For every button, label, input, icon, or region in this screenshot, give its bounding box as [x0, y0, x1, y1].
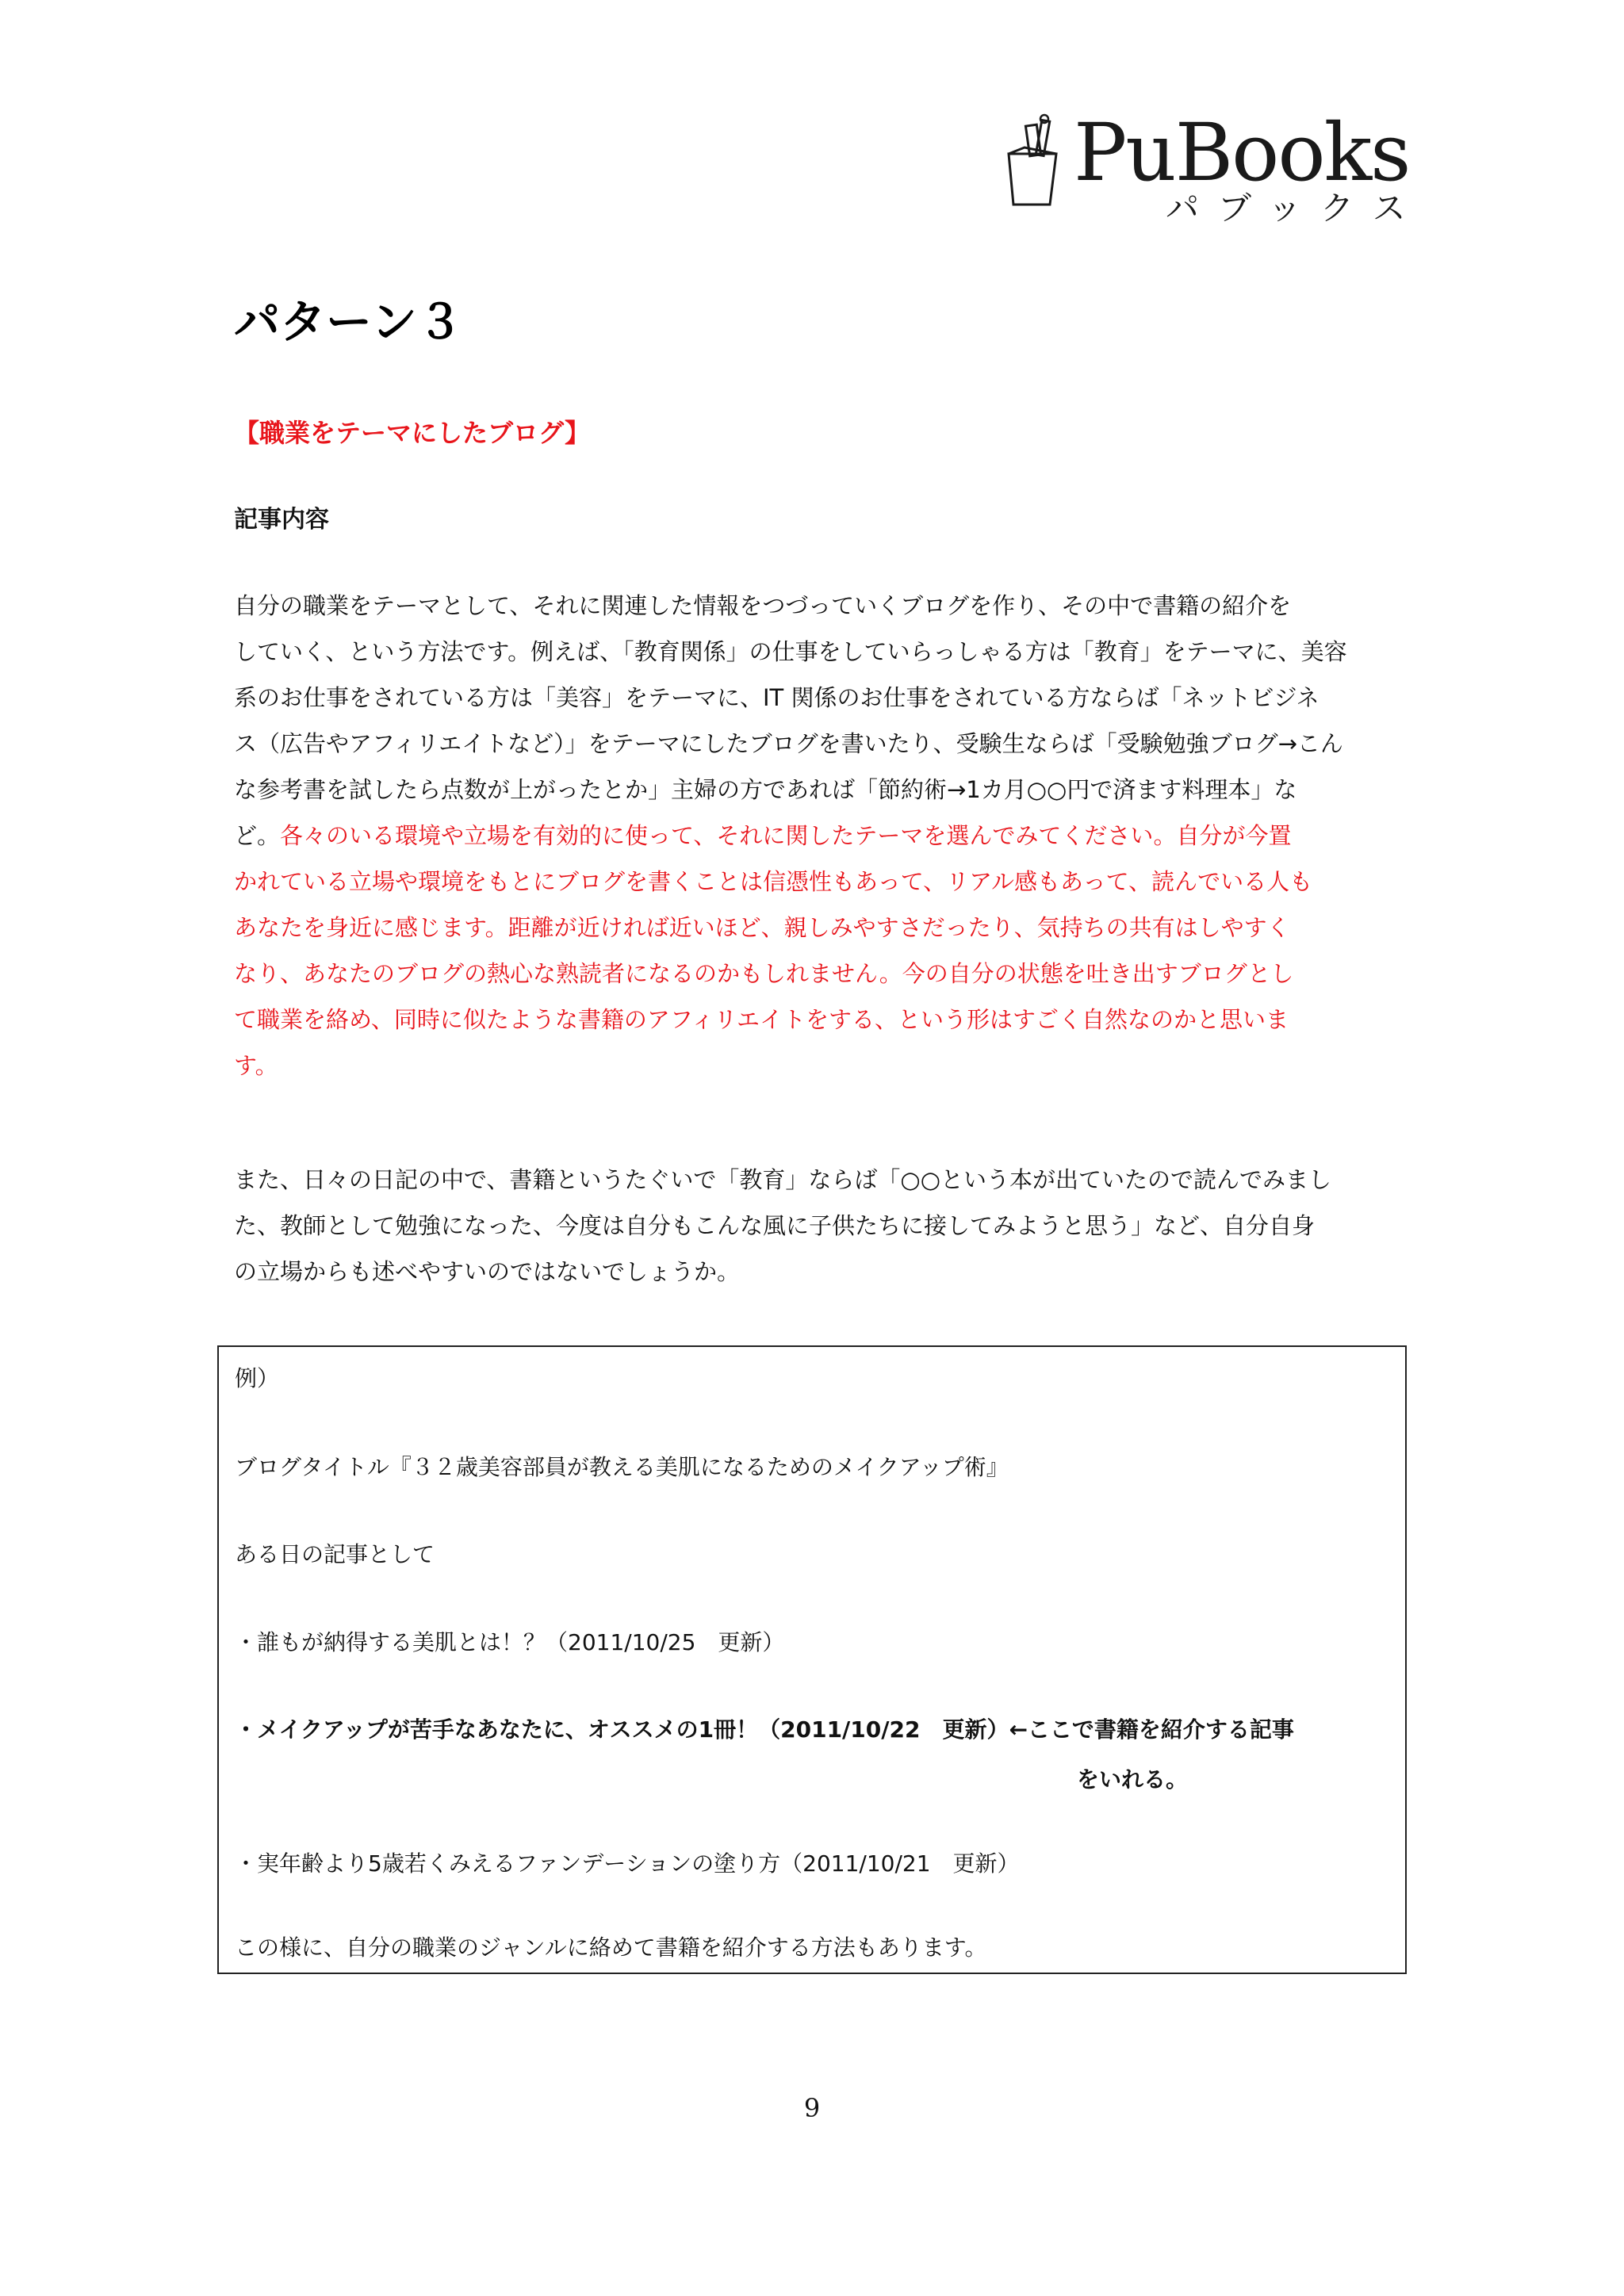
body-text: 自分の職業をテーマとして、それに関連した情報をつづっていくブログを作り、その中で書籍の紹介を — [234, 592, 1292, 619]
paragraph-line — [234, 767, 1392, 813]
paragraph-line: た、教師として勉強になった、今度は自分もこんな風に子供たちに接してみようと思う」など、自分自身 — [234, 1212, 1316, 1239]
sub-heading: 記事内容 — [234, 506, 329, 534]
logo-kana: パブックス — [1166, 189, 1425, 228]
highlighted-text: なり、あなたのブログの熱心な熟読者になるのかもしれません。今の自分の状態を吐き出すブログとし — [234, 960, 1294, 987]
example-box — [217, 1345, 1407, 1974]
paragraph-line — [234, 721, 1392, 767]
paragraph-line — [234, 1043, 1392, 1089]
paragraph-line — [234, 675, 1392, 721]
page-number: 9 — [803, 2093, 821, 2123]
example-blog-title: ブログタイトル『３２歳美容部員が教える美肌になるためのメイクアップ術』 — [235, 1454, 1009, 1480]
paragraph-line: また、日々の日記の中で、書籍というたぐいで「教育」ならば「○○という本が出ていたので読んでみまし — [234, 1166, 1332, 1193]
page-title: パターン３ — [234, 295, 463, 349]
book-bag-icon — [1001, 113, 1064, 208]
example-closing: この様に、自分の職業のジャンルに絡めて書籍を紹介する方法もあります。 — [235, 1934, 987, 1961]
example-label: 例） — [235, 1365, 280, 1391]
highlighted-text: かれている立場や環境をもとにブログを書くことは信憑性もあって、リアル感もあって、読んでいる人も — [234, 868, 1313, 895]
body-text: 系のお仕事をされている方は「美容」をテーマに、IT 関係のお仕事をされている方ならば「ネットビジネ — [234, 684, 1320, 711]
highlighted-text: 各々のいる環境や立場を有効的に使って、それに関したテーマを選んでみてください。自分が今置 — [280, 822, 1292, 849]
example-item-3: ・実年齢より5歳若くみえるファンデーションの塗り方（2011/10/21 更新） — [235, 1850, 1020, 1877]
paragraph-line — [234, 859, 1392, 905]
body-text: ス（広告やアフィリエイトなど）」をテーマにしたブログを書いたり、受験生ならば「受験勉強ブログ→こん — [234, 730, 1343, 757]
body-paragraph-2 — [234, 1157, 1392, 1295]
highlighted-text: あなたを身近に感じます。距離が近ければ近いほど、親しみやすさだったり、気持ちの共有はしやすく — [234, 914, 1290, 941]
pubooks-logo — [1001, 106, 1425, 228]
example-intro: ある日の記事として — [235, 1541, 435, 1567]
section-heading: 【職業をテーマにしたブログ】 — [234, 418, 590, 448]
example-item-2-continued: をいれる。 — [1077, 1766, 1189, 1793]
paragraph-line: の立場からも述べやすいのではないでしょうか。 — [234, 1258, 741, 1285]
body-text: していく、という方法です。例えば、「教育関係」の仕事をしていらっしゃる方は「教育」をテーマに、美容 — [234, 638, 1347, 665]
body-text: ど。 — [234, 822, 281, 849]
paragraph-line — [234, 905, 1392, 951]
paragraph-line — [234, 629, 1392, 675]
example-item-2: ・メイクアップが苦手なあなたに、オススメの1冊！（2011/10/22 更新）←ここで書籍を紹介する記事 — [235, 1716, 1294, 1743]
highlighted-text: て職業を絡め、同時に似たような書籍のアフィリエイトをする、という形はすごく自然なのかと思いま — [234, 1006, 1289, 1033]
paragraph-line — [234, 583, 1392, 629]
example-item-1: ・誰もが納得する美肌とは！？（2011/10/25 更新） — [235, 1629, 785, 1655]
paragraph-line — [234, 813, 1392, 859]
paragraph-line — [234, 997, 1392, 1043]
highlighted-text: す。 — [234, 1052, 278, 1079]
logo-wordmark: PuBooks — [1074, 106, 1410, 199]
body-paragraph-1 — [234, 583, 1392, 1089]
body-text: な参考書を試したら点数が上がったとか」主婦の方であれば「節約術→1カ月○○円で済ます料理本」な — [234, 776, 1297, 803]
paragraph-line — [234, 951, 1392, 997]
